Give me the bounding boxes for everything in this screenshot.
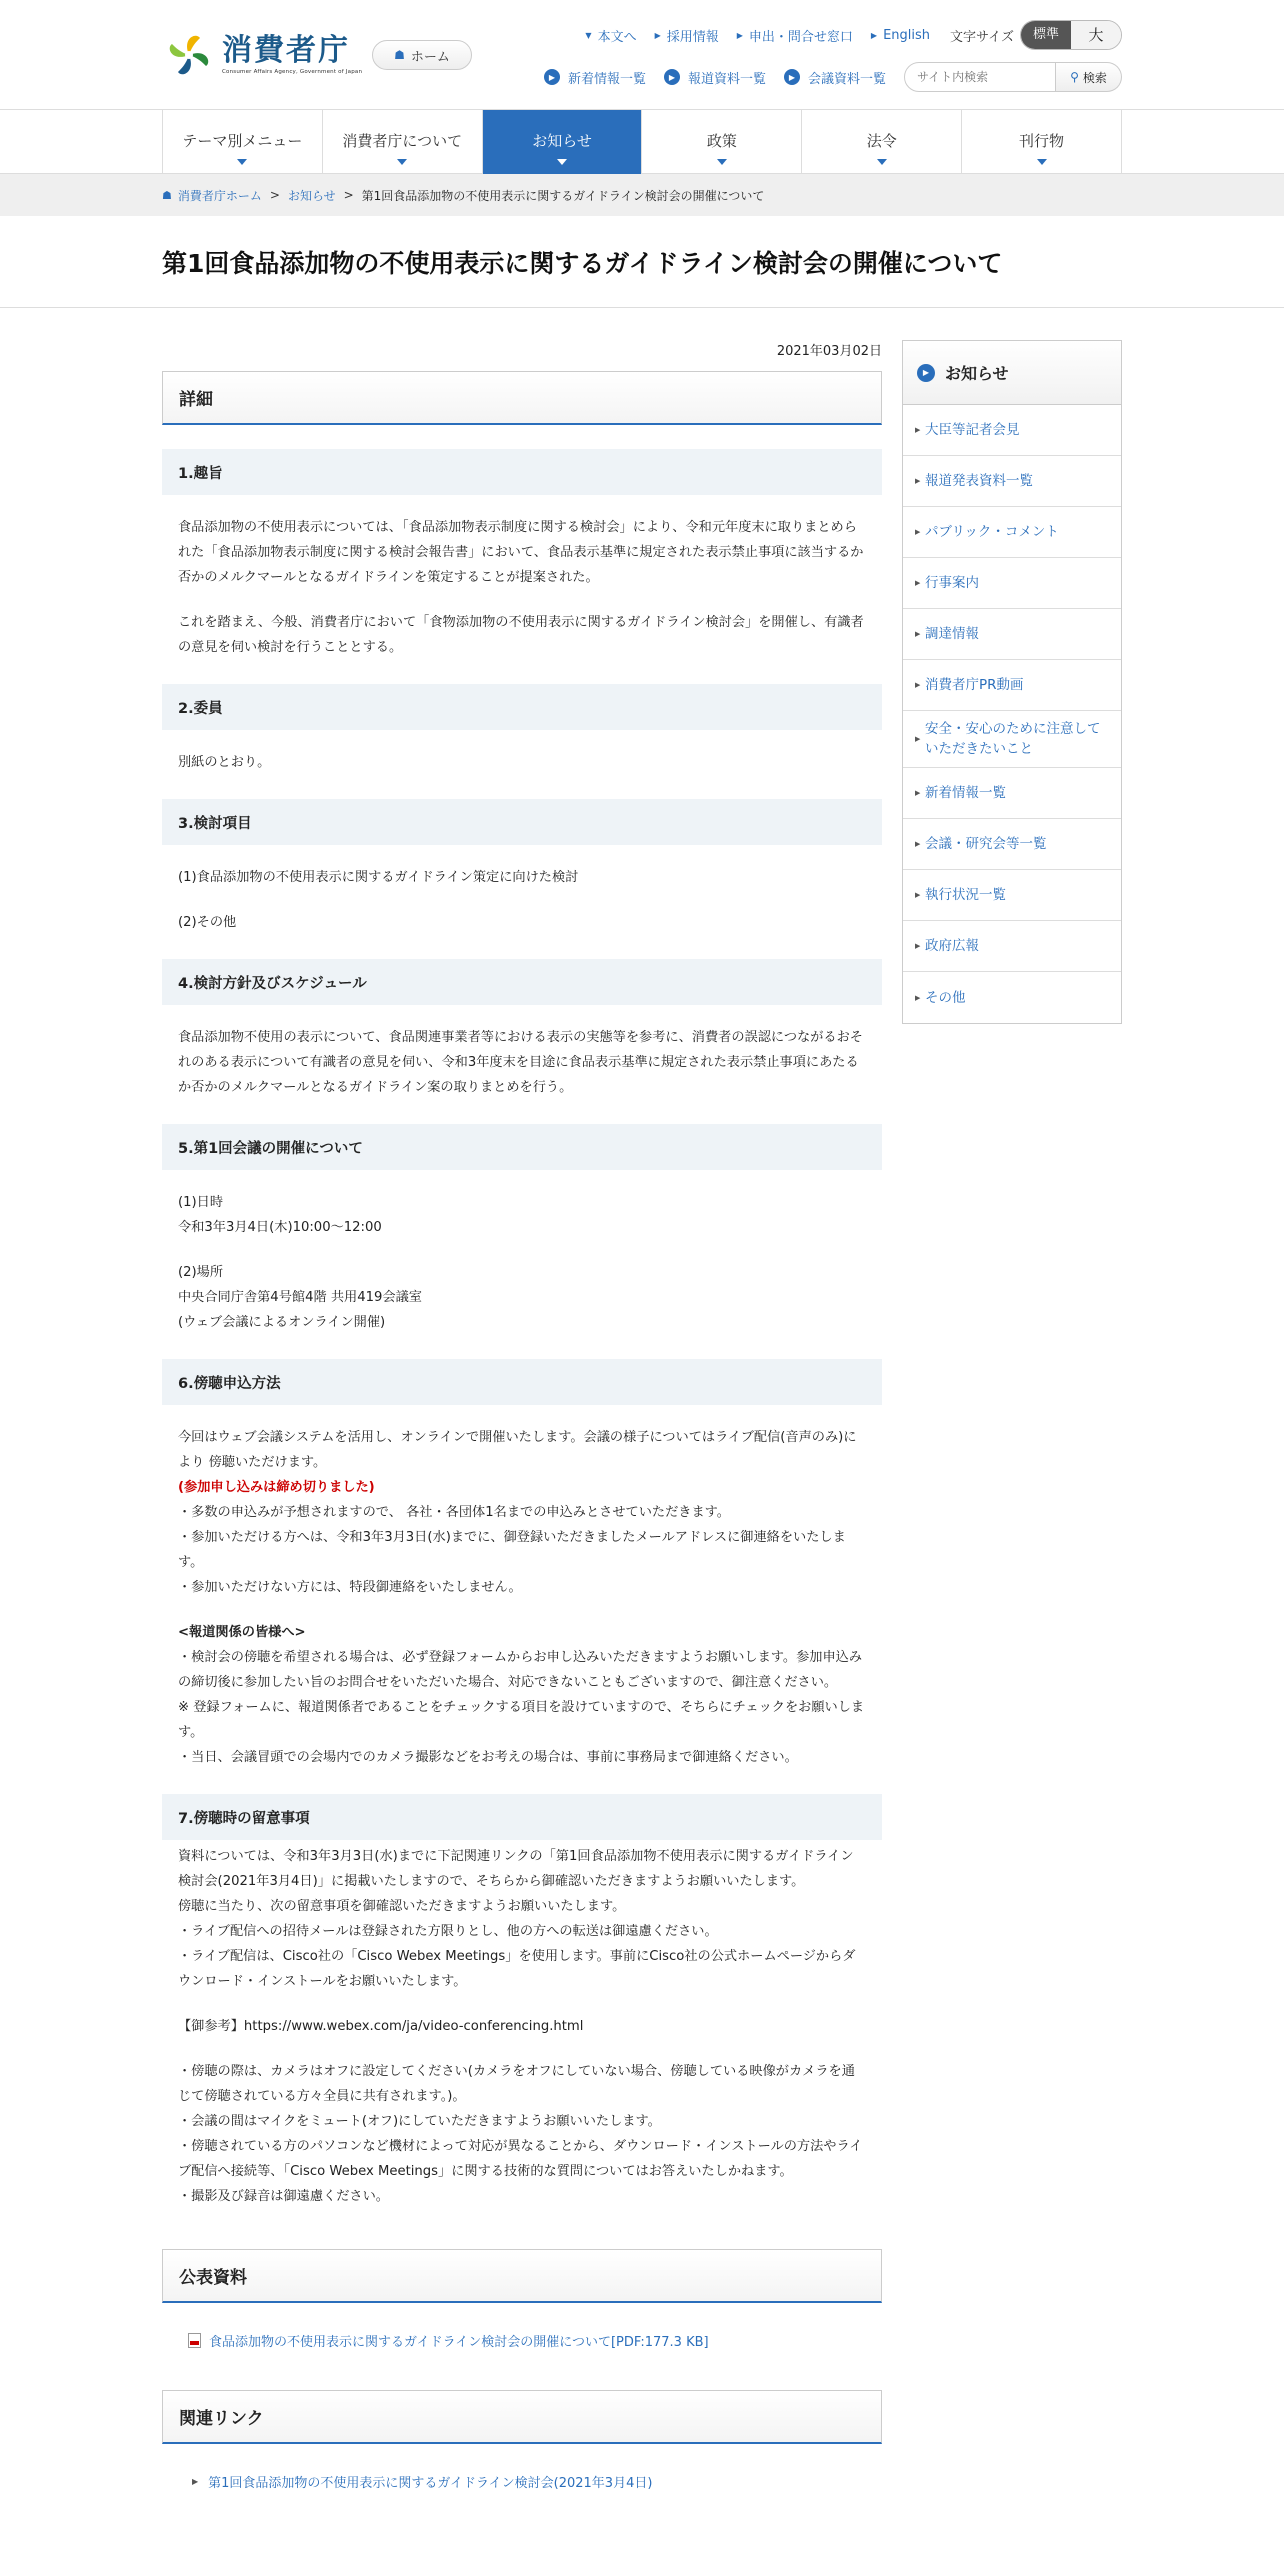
related-link[interactable]: ▶ 第1回食品添加物の不使用表示に関するガイドライン検討会(2021年3月4日) (192, 2476, 653, 2491)
chevron-down-icon (717, 159, 727, 165)
sidebar-heading: ▶ お知らせ (903, 341, 1121, 405)
related-links-heading: 関連リンク (162, 2390, 882, 2444)
arrow-circle-icon: ▶ (544, 69, 560, 85)
search-button[interactable]: ⚲ 検索 (1056, 62, 1122, 92)
paragraph: (1)日時 令和3年3月4日(木)10:00～12:00 (178, 1195, 382, 1235)
breadcrumb-news[interactable]: お知らせ (287, 188, 336, 203)
font-size-standard-button[interactable]: 標準 (1021, 21, 1071, 49)
breadcrumb-separator: > (269, 188, 280, 202)
site-search (904, 62, 1122, 92)
home-icon: ☗ (162, 188, 172, 202)
link-recruit[interactable]: ▶ 採用情報 (654, 29, 719, 45)
gnav-item-news[interactable]: お知らせ (483, 110, 643, 174)
breadcrumb-current: 第1回食品添加物の不使用表示に関するガイドライン検討会の開催について (361, 188, 765, 203)
breadcrumb-bar (0, 174, 1284, 216)
global-nav (0, 110, 1284, 174)
paragraph: 【御参考】https://www.webex.com/ja/video-conferencing.html (178, 2019, 584, 2034)
pdf-link[interactable]: 食品添加物の不使用表示に関するガイドライン検討会の開催について[PDF:177.3 KB] (162, 2331, 882, 2350)
triangle-right-icon: ▶ (915, 426, 921, 434)
utility-links-secondary (544, 62, 1122, 92)
title-area (0, 216, 1284, 308)
section-heading: 4.検討方針及びスケジュール (162, 959, 882, 1005)
breadcrumb-separator: > (343, 188, 354, 202)
site-header (0, 0, 1284, 110)
site-logo[interactable] (162, 28, 362, 82)
triangle-right-icon: ▶ (736, 30, 743, 40)
triangle-right-icon: ▶ (915, 993, 921, 1002)
font-size-large-button[interactable]: 大 (1071, 21, 1121, 49)
triangle-right-icon: ▶ (915, 840, 921, 848)
sidebar-item-press-releases[interactable]: ▶ 報道発表資料一覧 (903, 456, 1121, 507)
paragraph: 食品添加物の不使用表示については、「食品添加物表示制度に関する検討会」により、令和元年度末に取りまとめられた「食品添加物表示制度に関する検討会報告書」において、食品表示基準に規定された表示禁止事項に該当するか否かのメルクマールとなるガイドラインを策定することが提案された。 (178, 520, 864, 585)
triangle-right-icon: ▶ (915, 579, 921, 587)
sidebar-item-procurement[interactable]: ▶ 調達情報 (903, 609, 1121, 660)
link-news-list[interactable]: ▶ 新着情報一覧 (544, 68, 646, 87)
gnav-item-publications[interactable]: 刊行物 (962, 110, 1122, 174)
breadcrumb (162, 174, 1122, 216)
triangle-right-icon: ▶ (915, 681, 921, 689)
home-button[interactable] (372, 40, 472, 70)
logo-mark-icon (162, 28, 216, 82)
publish-date: 2021年03月02日 (776, 344, 882, 359)
logo-title: 消費者庁 (222, 33, 350, 68)
paragraph: (2)場所 中央合同庁舎第4号館4階 共用419会議室 (ウェブ会議によるオンライン開催) (178, 1265, 422, 1330)
link-meeting-list[interactable]: ▶ 会議資料一覧 (784, 68, 886, 87)
gnav-item-about[interactable]: 消費者庁について (323, 110, 483, 174)
paragraph: <報道関係の皆様へ> ・検討会の傍聴を希望される場合は、必ず登録フォームからお申し込みいただきますようお願いします。参加申込みの締切後に参加したい旨のお問合せをいただいた場合、対応できないこともございますので、御注意ください。 ※ 登録フォームに、報道関係者であることをチェックする項目を設けていますので、そちらにチェックをお願いします。 ・当日、会議冒頭での会場内でのカメラ撮影などをお考えの場合は、事前に事務局まで御連絡ください。 (162, 1620, 882, 1770)
gnav-item-policy[interactable]: 政策 (642, 110, 802, 174)
triangle-right-icon: ▶ (915, 735, 921, 743)
font-size-toggle (1020, 20, 1122, 50)
sidebar-item-public-comment[interactable]: ▶ パブリック・コメント (903, 507, 1121, 558)
triangle-right-icon: ▶ (915, 942, 921, 950)
section-heading: 3.検討項目 (162, 799, 882, 845)
utility-links (567, 20, 1122, 50)
triangle-right-icon: ▶ (915, 891, 921, 899)
triangle-right-icon: ▶ (915, 789, 921, 797)
triangle-right-icon: ▶ (192, 2477, 199, 2486)
section-heading: 2.委員 (162, 684, 882, 730)
sidebar-item-safety[interactable]: ▶ 安全・安心のために注意していただきたいこと (903, 711, 1121, 768)
triangle-right-icon: ▶ (654, 30, 661, 40)
public-docs-heading: 公表資料 (162, 2249, 882, 2303)
triangle-down-icon: ▼ (585, 30, 592, 40)
paragraph: 別紙のとおり。 (178, 755, 271, 770)
page-title: 第1回食品添加物の不使用表示に関するガイドライン検討会の開催について (162, 248, 1003, 278)
chevron-down-icon (1037, 159, 1047, 165)
font-size-label: 文字サイズ (950, 29, 1014, 45)
section-heading: 7.傍聴時の留意事項 (162, 1794, 882, 1840)
sidebar-item-press-conference[interactable]: ▶ 大臣等記者会見 (903, 405, 1121, 456)
arrow-circle-icon: ▶ (664, 69, 680, 85)
home-icon: ☗ (394, 48, 405, 62)
detail-heading: 詳細 (162, 371, 882, 425)
arrow-circle-icon: ▶ (917, 364, 935, 382)
chevron-down-icon (237, 159, 247, 165)
link-english[interactable]: ▶ English (870, 27, 931, 43)
pdf-icon (188, 2333, 201, 2348)
gnav-item-theme-menu[interactable]: テーマ別メニュー (163, 110, 323, 174)
sidebar-item-meetings[interactable]: ▶ 会議・研究会等一覧 (903, 819, 1121, 870)
sidebar-item-events[interactable]: ▶ 行事案内 (903, 558, 1121, 609)
paragraph: 今回はウェブ会議システムを活用し、オンラインで開催いたします。会議の様子についてはライブ配信(音声のみ)により 傍聴いただけます。 (参加申し込みは締め切りました) ・多数の申込みが予想されますので、 各社・各団体1名までの申込みとさせていただきます。 ・参加いただける方へは、令和3年3月3日(水)までに、御登録いただきましたメールアドレスに御連絡をいたします。 ・参加いただけない方には、特段御連絡をいたしません。 (162, 1425, 882, 1600)
section-heading: 5.第1回会議の開催について (162, 1124, 882, 1170)
paragraph: これを踏まえ、今般、消費者庁において「食物添加物の不使用表示に関するガイドライン検討会」を開催し、有識者の意見を伺い検討を行うこととする。 (178, 615, 864, 655)
link-press-list[interactable]: ▶ 報道資料一覧 (664, 68, 766, 87)
sidebar-item-pr-video[interactable]: ▶ 消費者庁PR動画 (903, 660, 1121, 711)
search-icon: ⚲ (1070, 70, 1079, 84)
triangle-right-icon: ▶ (915, 630, 921, 638)
sidebar-item-enforcement[interactable]: ▶ 執行状況一覧 (903, 870, 1121, 921)
chevron-down-icon (877, 159, 887, 165)
paragraph: (2)その他 (178, 915, 237, 930)
paragraph: ・傍聴の際は、カメラはオフに設定してください(カメラをオフにしていない場合、傍聴している映像がカメラを通じて傍聴されている方々全員に共有されます。)。 ・会議の間はマイクをミュート(オフ)にしていただきますようお願いいたします。 ・傍聴されている方のパソコンなど機材によって対応が異なることから、ダウンロード・インストールの方法やライブ配信へ接続等、「Cisco Webex Meetings」に関する技術的な質問についてはお答えいたしかねます。 ・撮影及び録音は御遠慮ください。 (178, 2064, 863, 2204)
chevron-down-icon (397, 159, 407, 165)
paragraph: (1)食品添加物の不使用表示に関するガイドライン策定に向けた検討 (178, 870, 579, 885)
paragraph: 食品添加物不使用の表示について、食品関連事業者等における表示の実態等を参考に、消費者の誤認につながるおそれのある表示について有識者の意見を伺い、令和3年度末を目途に食品表示基準に規定された表示禁止事項にあたるか否かのメルクマールとなるガイドライン案の取りまとめを行う。 (178, 1030, 863, 1095)
home-label: ホーム (410, 49, 450, 65)
section-heading: 6.傍聴申込方法 (162, 1359, 882, 1405)
link-contact[interactable]: ▶ 申出・問合せ窓口 (736, 29, 853, 45)
sidebar-item-other[interactable]: ▶ その他 (915, 989, 966, 1006)
sidebar (902, 340, 1122, 2491)
arrow-circle-icon: ▶ (784, 69, 800, 85)
main-content (162, 340, 882, 2491)
closed-notice: (参加申し込みは締め切りました) (178, 1480, 375, 1495)
press-heading: <報道関係の皆様へ> (178, 1625, 306, 1640)
sidebar-box (902, 340, 1122, 1024)
triangle-right-icon: ▶ (870, 30, 878, 40)
triangle-right-icon: ▶ (915, 528, 921, 536)
search-input[interactable] (904, 62, 1056, 92)
sidebar-item-new-info[interactable]: ▶ 新着情報一覧 (903, 768, 1121, 819)
section-heading: 1.趣旨 (162, 449, 882, 495)
link-skip-to-content[interactable]: ▼ 本文へ (585, 29, 637, 45)
paragraph: 資料については、令和3年3月3日(水)までに下記関連リンクの「第1回食品添加物不使用表示に関するガイドライン検討会(2021年3月4日)」に掲載いたしますので、そちらから御確認いただきますようお願いいたします。 傍聴に当たり、次の留意事項を御確認いただきますようお願いいたします。 ・ライブ配信への招待メールは登録された方限りとし、他の方への転送は御遠慮ください。 ・ライブ配信は、Cisco社の「Cisco Webex Meetings」を使用します。事前にCisco社の公式ホームページからダウンロード・インストールをお願いいたします。 (178, 1849, 856, 1989)
chevron-down-icon (557, 159, 567, 165)
breadcrumb-home[interactable]: 消費者庁ホーム (177, 188, 262, 203)
sidebar-item-gov-pr[interactable]: ▶ 政府広報 (903, 921, 1121, 972)
gnav-item-laws[interactable]: 法令 (802, 110, 962, 174)
triangle-right-icon: ▶ (915, 477, 921, 485)
logo-subtitle: Consumer Affairs Agency, Government of Japan (222, 69, 363, 75)
